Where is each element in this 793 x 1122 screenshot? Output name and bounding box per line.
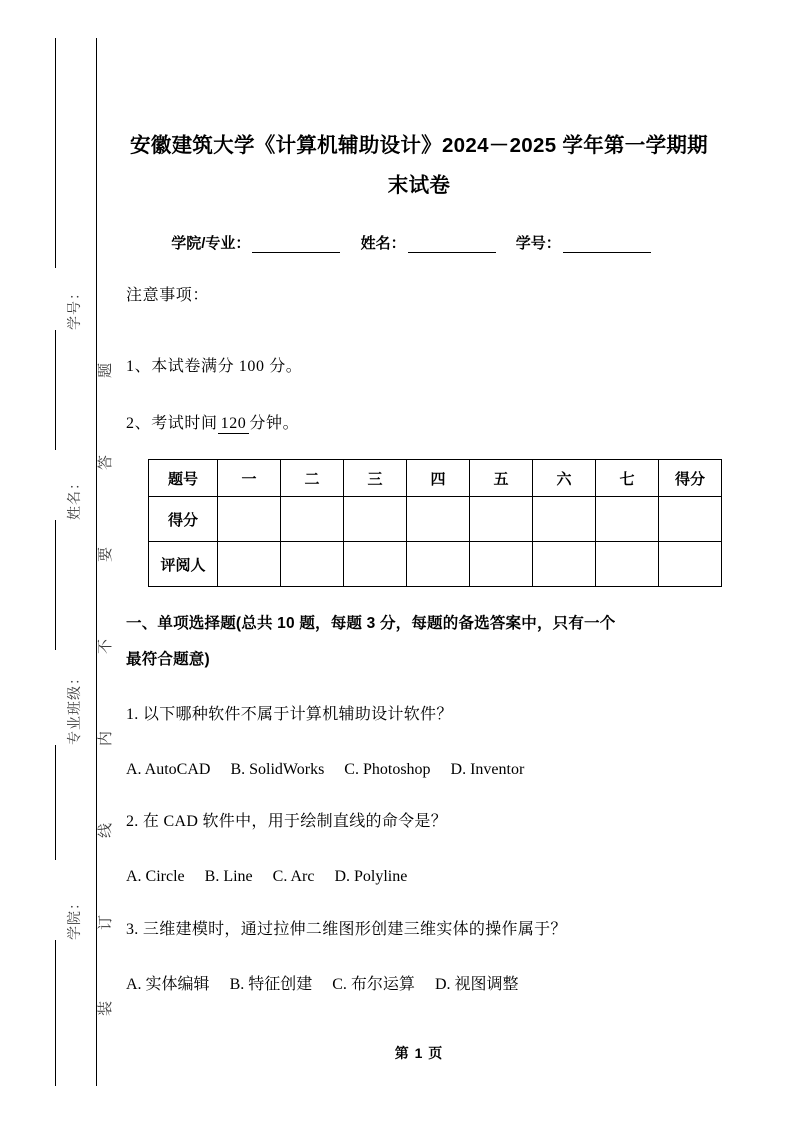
field-name-blank[interactable] bbox=[408, 238, 496, 253]
score-table-cell: 五 bbox=[470, 460, 533, 497]
score-table-cell[interactable] bbox=[470, 542, 533, 587]
seal-char-ti: 题 bbox=[97, 362, 114, 378]
question-2-option-c[interactable]: C. Arc bbox=[272, 868, 315, 885]
score-table-rowhead: 得分 bbox=[149, 497, 218, 542]
score-table-cell-total: 得分 bbox=[659, 460, 722, 497]
section-heading-1-line1: 一、单项选择题(总共 10 题，每题 3 分，每题的备选答案中，只有一个 bbox=[126, 615, 616, 632]
seal-char-da: 答 bbox=[97, 454, 114, 470]
field-name-label: 姓名： bbox=[360, 235, 406, 252]
question-3-option-b[interactable]: B. 特征创建 bbox=[229, 976, 313, 993]
score-table-cell[interactable] bbox=[533, 497, 596, 542]
field-student-id-label: 学号： bbox=[515, 235, 561, 252]
question-2-number: 2. bbox=[126, 813, 139, 830]
notice-item-2-prefix: 2、考试时间 bbox=[126, 415, 218, 432]
seal-char-xian: 线 bbox=[97, 822, 114, 838]
question-1-number: 1. bbox=[126, 706, 139, 723]
binding-outer-rule-segment bbox=[55, 38, 56, 268]
page-body bbox=[126, 0, 726, 1122]
question-2-option-b[interactable]: B. Line bbox=[204, 868, 253, 885]
seal-char-yao: 要 bbox=[97, 546, 114, 562]
score-table-cell: 四 bbox=[407, 460, 470, 497]
question-1-options bbox=[126, 758, 712, 782]
seal-char-nei: 内 bbox=[97, 730, 114, 746]
score-table-cell[interactable] bbox=[281, 497, 344, 542]
question-2-text: 在 CAD 软件中，用于绘制直线的命令是？ bbox=[142, 813, 448, 830]
question-1-option-b[interactable]: B. SolidWorks bbox=[230, 761, 325, 778]
score-table-cell[interactable] bbox=[218, 542, 281, 587]
score-table-cell[interactable] bbox=[407, 497, 470, 542]
margin-label-student-id: 学号： bbox=[66, 285, 82, 330]
seal-char-zhuang: 装 bbox=[97, 1000, 114, 1016]
binding-outer-rule-segment bbox=[55, 940, 56, 1086]
notice-item-2 bbox=[126, 410, 299, 434]
table-row bbox=[149, 497, 722, 542]
question-3-option-d[interactable]: D. 视图调整 bbox=[434, 976, 519, 993]
score-table bbox=[148, 459, 722, 587]
field-student-id-blank[interactable] bbox=[563, 238, 651, 253]
binding-margin bbox=[0, 0, 114, 1122]
score-table-cell[interactable] bbox=[344, 497, 407, 542]
score-table-cell: 七 bbox=[596, 460, 659, 497]
question-3-stem bbox=[126, 918, 712, 942]
notice-heading: 注意事项： bbox=[126, 287, 210, 304]
section-heading-1-line2: 最符合题意) bbox=[126, 651, 210, 668]
margin-label-name: 姓名： bbox=[66, 475, 82, 520]
question-2-option-d[interactable]: D. Polyline bbox=[334, 868, 408, 885]
field-college-major-label: 学院/专业： bbox=[171, 235, 251, 252]
question-3-number: 3. bbox=[126, 921, 139, 938]
table-row bbox=[149, 542, 722, 587]
question-1-option-c[interactable]: C. Photoshop bbox=[344, 761, 431, 778]
section-heading-1 bbox=[126, 606, 712, 678]
notice-item-1: 1、本试卷满分 100 分。 bbox=[126, 358, 303, 375]
score-table-cell[interactable] bbox=[407, 542, 470, 587]
question-3-text: 三维建模时，通过拉伸二维图形创建三维实体的操作属于？ bbox=[142, 921, 567, 938]
score-table-cell[interactable] bbox=[281, 542, 344, 587]
page-footer: 第 1 页 bbox=[394, 1045, 444, 1061]
score-table-cell-total[interactable] bbox=[659, 542, 722, 587]
question-3-options bbox=[126, 973, 712, 997]
notice-item-2-suffix: 分钟。 bbox=[249, 415, 300, 432]
notice-duration-value: 120 bbox=[218, 415, 250, 434]
question-3-option-a[interactable]: A. 实体编辑 bbox=[126, 976, 210, 993]
question-1-option-d[interactable]: D. Inventor bbox=[450, 761, 525, 778]
page-title: 安徽建筑大学《计算机辅助设计》2024－2025 学年第一学期期末试卷 bbox=[129, 134, 708, 197]
question-2-options bbox=[126, 865, 712, 889]
score-table-cell[interactable] bbox=[596, 497, 659, 542]
binding-outer-rule-segment bbox=[55, 330, 56, 450]
field-student-id bbox=[516, 235, 653, 252]
student-info-row bbox=[126, 232, 712, 253]
score-table-cell: 三 bbox=[344, 460, 407, 497]
score-table-cell: 六 bbox=[533, 460, 596, 497]
margin-label-class: 专业班级： bbox=[66, 670, 82, 745]
question-2-option-a[interactable]: A. Circle bbox=[126, 868, 185, 885]
question-1-text: 以下哪种软件不属于计算机辅助设计软件？ bbox=[142, 706, 453, 723]
seal-char-bu: 不 bbox=[97, 638, 114, 654]
margin-label-college: 学院： bbox=[66, 895, 82, 940]
score-table-cell[interactable] bbox=[533, 542, 596, 587]
score-table-rowhead: 评阅人 bbox=[149, 542, 218, 587]
question-2-stem bbox=[126, 810, 712, 834]
score-table-cell[interactable] bbox=[344, 542, 407, 587]
field-college-major bbox=[171, 235, 342, 252]
field-name bbox=[361, 235, 498, 252]
binding-outer-rule-segment bbox=[55, 745, 56, 860]
binding-outer-rule-segment bbox=[55, 520, 56, 650]
score-table-cell: 二 bbox=[281, 460, 344, 497]
question-1-option-a[interactable]: A. AutoCAD bbox=[126, 761, 211, 778]
score-table-cell[interactable] bbox=[470, 497, 533, 542]
score-table-cell: 一 bbox=[218, 460, 281, 497]
seal-char-ding: 订 bbox=[97, 914, 114, 930]
score-table-cell[interactable] bbox=[218, 497, 281, 542]
table-row bbox=[149, 460, 722, 497]
score-table-cell[interactable] bbox=[596, 542, 659, 587]
question-1-stem bbox=[126, 703, 712, 727]
question-3-option-c[interactable]: C. 布尔运算 bbox=[332, 976, 415, 993]
score-table-rowhead: 题号 bbox=[149, 460, 218, 497]
score-table-cell-total[interactable] bbox=[659, 497, 722, 542]
field-college-major-blank[interactable] bbox=[252, 238, 340, 253]
